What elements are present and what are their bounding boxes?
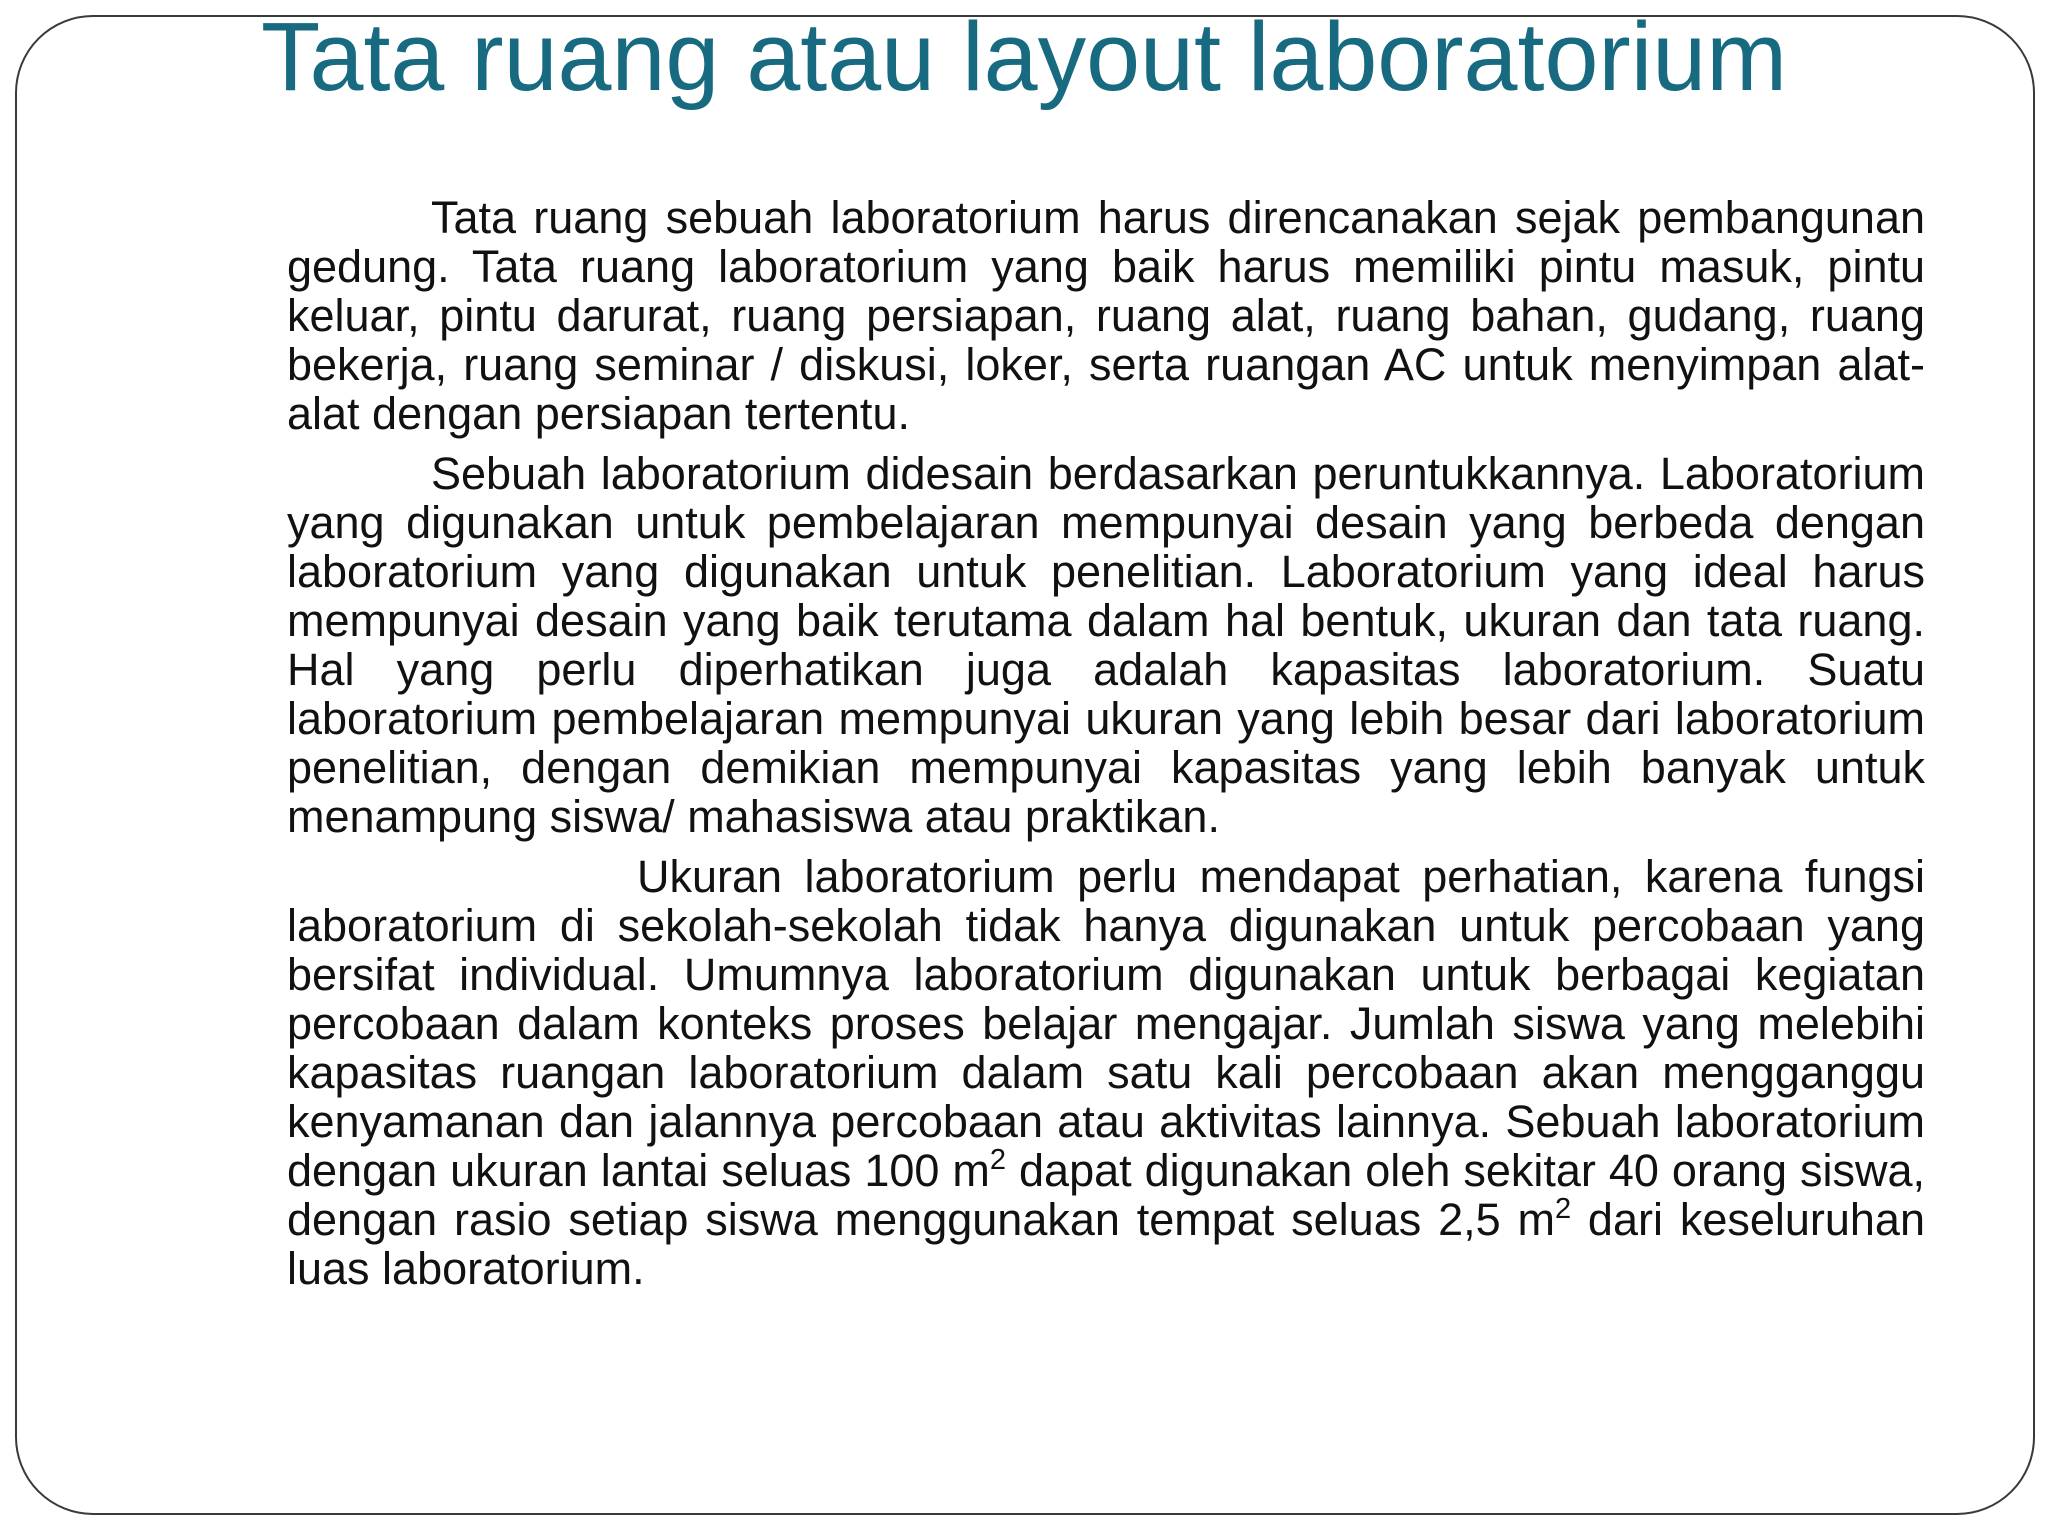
paragraph-lab-size-part3: dari keseluruhan luas laboratorium. <box>287 1194 1925 1294</box>
paragraph-lab-size-part2: dapat digunakan oleh sekitar 40 orang siswa, dengan rasio setiap siswa menggunakan tempat seluas 2,5 m <box>287 1145 1925 1245</box>
paragraph-layout-intro: Tata ruang sebuah laboratorium harus direncanakan sejak pembangunan gedung. Tata ruang laboratorium yang baik harus memiliki pintu masuk, pintu keluar, pintu darurat, ruang persiapan, ruang alat, ruang bahan, gudang, ruang bekerja, ruang seminar / diskusi, loker, serta ruangan AC untuk menyimpan alat-alat dengan persiapan tertentu. <box>287 192 1925 439</box>
paragraph-lab-size-part1: Ukuran laboratorium perlu mendapat perhatian, karena fungsi laboratorium di sekolah-sekolah tidak hanya digunakan untuk percobaan yang bersifat individual. Umumnya laboratorium digunakan untuk berbagai kegiatan percobaan dalam konteks proses belajar mengajar. Jumlah siswa yang melebihi kapasitas ruangan laboratorium dalam satu kali percobaan akan mengganggu kenyamanan dan jalannya percobaan atau aktivitas lainnya. Sebuah laboratorium dengan ukuran lantai seluas 100 m <box>287 851 1925 1196</box>
superscript-squared: 2 <box>989 1144 1007 1176</box>
slide-body <box>287 193 1925 1304</box>
paragraph-lab-size <box>287 852 1925 1293</box>
slide-title: Tata ruang atau layout laboratorium <box>261 2 1787 111</box>
paragraph-lab-design: Sebuah laboratorium didesain berdasarkan peruntukkannya. Laboratorium yang digunakan untuk pembelajaran mempunyai desain yang berbeda dengan laboratorium yang digunakan untuk penelitian. Laboratorium yang ideal harus mempunyai desain yang baik terutama dalam hal bentuk, ukuran dan tata ruang. Hal yang perlu diperhatikan juga adalah kapasitas laboratorium. Suatu laboratorium pembelajaran mempunyai ukuran yang lebih besar dari laboratorium penelitian, dengan demikian mempunyai kapasitas yang lebih banyak untuk menampung siswa/ mahasiswa atau praktikan. <box>287 448 1925 842</box>
superscript-squared: 2 <box>1554 1193 1572 1225</box>
